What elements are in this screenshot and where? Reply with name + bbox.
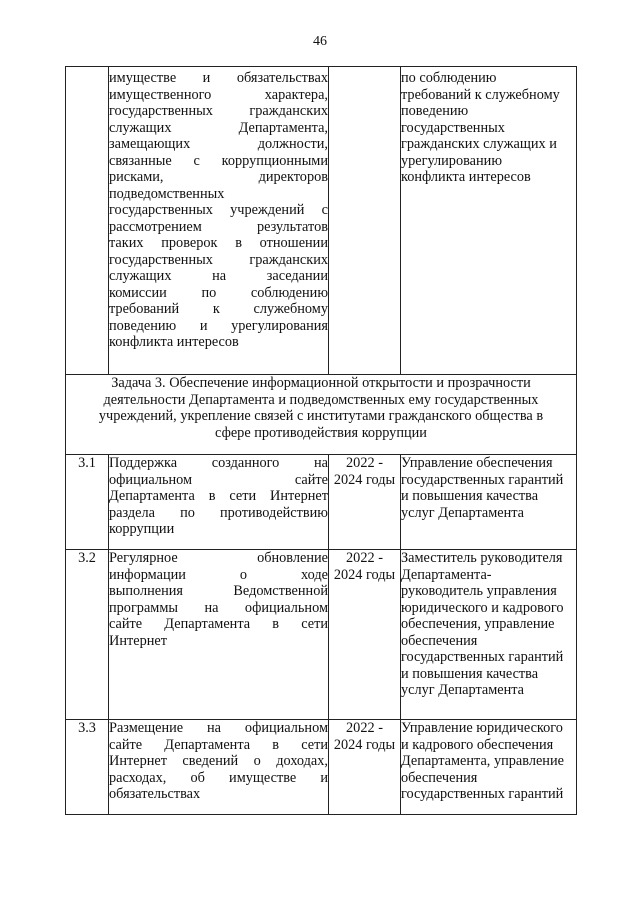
description-lines bbox=[109, 70, 328, 351]
text-line: обеспечения bbox=[401, 769, 478, 786]
text-line: выполнения Ведомственной bbox=[109, 583, 328, 599]
text-line: и кадрового обеспечения bbox=[401, 736, 554, 753]
text-line: сфере противодействия коррупции bbox=[215, 424, 427, 441]
text-line: имуществе и обязательствах bbox=[109, 70, 328, 86]
row-responsible bbox=[401, 455, 577, 550]
text-line: замещающих должности, bbox=[109, 136, 328, 152]
text-line: 2022 - bbox=[346, 720, 383, 736]
text-line: урегулированию bbox=[401, 152, 502, 169]
text-line: услуг Департамента bbox=[401, 504, 525, 521]
text-line: связанные с коррупционными bbox=[109, 152, 328, 169]
text-line: деятельности Департамента и подведомственных ему государственных bbox=[103, 391, 539, 408]
text-line: государственных учреждений с bbox=[109, 202, 328, 218]
text-line: Интернет bbox=[109, 632, 167, 649]
row-description bbox=[109, 550, 329, 720]
cell-years-empty bbox=[329, 67, 401, 375]
text-line: комиссии по соблюдению bbox=[109, 284, 328, 301]
cell-number-empty bbox=[66, 67, 109, 375]
table-row bbox=[66, 455, 577, 550]
row-responsible bbox=[401, 720, 577, 815]
text-line: государственных гарантий bbox=[401, 786, 564, 802]
text-line: имущественного характера, bbox=[109, 86, 328, 103]
table-row bbox=[66, 550, 577, 720]
text-line: государственных bbox=[401, 119, 505, 136]
text-line: рассмотрением результатов bbox=[109, 218, 328, 235]
page-number: 46 bbox=[313, 34, 327, 49]
text-line: сайте Департамента в сети bbox=[109, 616, 328, 632]
row-years bbox=[329, 550, 401, 720]
text-line: подведомственных bbox=[109, 185, 225, 202]
text-line: Управление обеспечения bbox=[401, 455, 553, 471]
task-row bbox=[66, 375, 577, 455]
text-line: Регулярное обновление bbox=[109, 550, 328, 566]
task-heading bbox=[66, 375, 577, 455]
text-line: коррупции bbox=[109, 521, 175, 537]
text-line: служащих на заседании bbox=[109, 268, 328, 284]
text-line: требований к служебному bbox=[401, 86, 560, 103]
text-line: служащих Департамента, bbox=[109, 119, 328, 136]
text-line: рисками, директоров bbox=[109, 169, 328, 185]
text-line: услуг Департамента bbox=[401, 682, 525, 698]
text-line: государственных гражданских bbox=[109, 251, 328, 268]
row-years bbox=[329, 455, 401, 550]
text-line: Заместитель руководителя bbox=[401, 550, 563, 566]
text-line: 2024 годы bbox=[333, 566, 396, 583]
text-line: гражданских служащих и bbox=[401, 136, 557, 152]
text-line: конфликта интересов bbox=[109, 334, 239, 350]
text-line: руководитель управления bbox=[401, 583, 557, 599]
text-line: государственных гарантий bbox=[401, 649, 564, 665]
text-line: Задача 3. Обеспечение информационной открытости и прозрачности bbox=[111, 375, 531, 391]
text-line: Департамента в сети Интернет bbox=[109, 488, 328, 504]
text-line: по соблюдению bbox=[401, 70, 497, 86]
text-line: государственных гарантий bbox=[401, 471, 564, 488]
text-line: поведению bbox=[401, 103, 469, 119]
text-line: Поддержка созданного на bbox=[109, 455, 328, 471]
responsible-lines bbox=[401, 70, 576, 186]
text-line: Управление юридического bbox=[401, 720, 563, 736]
text-line: таких проверок в отношении bbox=[109, 235, 328, 251]
text-line: и повышения качества bbox=[401, 488, 539, 504]
row-description bbox=[109, 455, 329, 550]
text-line: обязательствах bbox=[109, 786, 201, 802]
task-lines bbox=[66, 375, 576, 441]
text-line: государственных гражданских bbox=[109, 103, 328, 119]
row-description bbox=[109, 720, 329, 815]
text-line: сайте Департамента в сети bbox=[109, 736, 328, 753]
text-line: конфликта интересов bbox=[401, 169, 531, 185]
row-years bbox=[329, 720, 401, 815]
text-line: информации о ходе bbox=[109, 566, 328, 583]
row-number: 3.1 bbox=[66, 455, 109, 550]
text-line: расходах, об имуществе и bbox=[109, 769, 328, 786]
text-line: Размещение на официальном bbox=[109, 720, 328, 736]
text-line: программы на официальном bbox=[109, 599, 328, 616]
cell-description bbox=[109, 67, 329, 375]
table-row bbox=[66, 720, 577, 815]
text-line: требований к служебному bbox=[109, 301, 328, 317]
table-rows bbox=[66, 455, 577, 815]
text-line: поведению и урегулирования bbox=[109, 317, 328, 334]
text-line: 2024 годы bbox=[333, 471, 396, 488]
text-line: официальном сайте bbox=[109, 471, 328, 488]
text-line: обеспечения, управление bbox=[401, 616, 555, 632]
row-number: 3.2 bbox=[66, 550, 109, 720]
text-line: учреждений, укрепление связей с институтами гражданского общества в bbox=[98, 408, 544, 424]
text-line: 2024 годы bbox=[333, 736, 396, 753]
text-line: Департамента, управление bbox=[401, 753, 564, 769]
row-responsible bbox=[401, 550, 577, 720]
text-line: и повышения качества bbox=[401, 665, 539, 682]
cell-responsible bbox=[401, 67, 577, 375]
text-line: 2022 - bbox=[346, 550, 383, 566]
text-line: раздела по противодействию bbox=[109, 504, 328, 521]
continuation-row bbox=[66, 67, 577, 375]
row-number: 3.3 bbox=[66, 720, 109, 815]
text-line: 2022 - bbox=[346, 455, 383, 471]
text-line: Департамента- bbox=[401, 566, 492, 583]
text-line: Интернет сведений о доходах, bbox=[109, 753, 328, 769]
text-line: юридического и кадрового bbox=[401, 599, 564, 616]
program-table bbox=[65, 66, 577, 815]
text-line: обеспечения bbox=[401, 632, 478, 649]
